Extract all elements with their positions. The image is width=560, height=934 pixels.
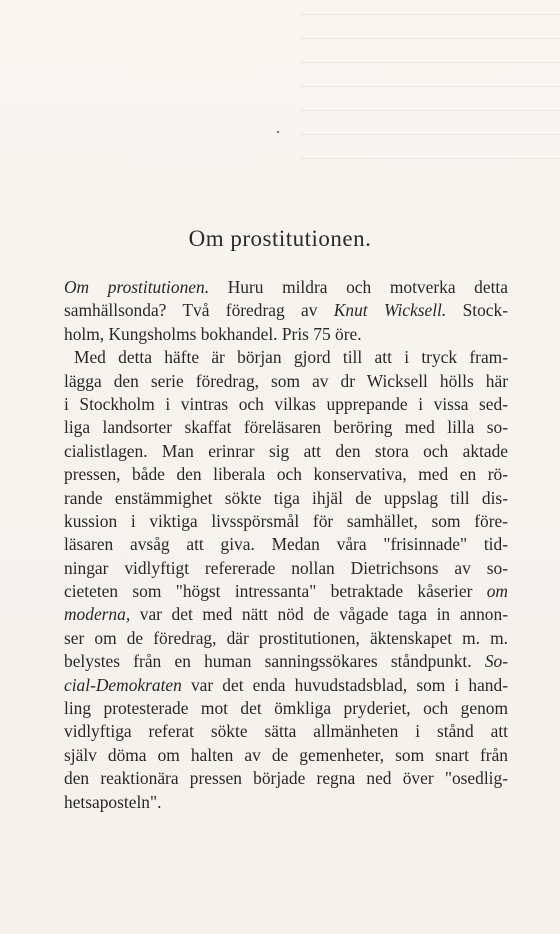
text-line — [64, 697, 508, 720]
line-text: pressen, både den liberala och konservativa, med en rö- — [64, 464, 508, 485]
line-text: samhällsonda? Två föredrag av — [64, 300, 334, 321]
text-line — [64, 627, 508, 650]
line-text: vidlyftiga referat sökte sätta allmänheten i stånd att — [64, 721, 508, 742]
line-text: var det enda huvudstadsblad, som i hand- — [181, 674, 508, 695]
ink-speck — [277, 131, 279, 133]
text-line — [64, 487, 508, 510]
text-line — [64, 557, 508, 580]
line-text: belystes från en human sanningssökares ståndpunkt. — [64, 651, 485, 672]
line-text: Stock- — [446, 300, 508, 321]
line-text: den reaktionära pressen började regna ned över "osedlig- — [64, 768, 508, 789]
text-line — [64, 603, 508, 626]
line-text: i Stockholm i vintras och vilkas upprepande i vissa sed- — [64, 393, 508, 414]
text-line — [64, 346, 508, 369]
text-line — [64, 580, 508, 603]
line-text: läsaren avsåg att giva. Medan våra "frisinnade" tid- — [64, 534, 508, 555]
line-text: lägga den serie föredrag, som av dr Wicksell hölls här — [64, 370, 508, 391]
line-text: cialistlagen. Man erinrar sig att den stora och aktade — [64, 440, 508, 461]
line-text: ningar vidlyftigt refererade nollan Dietrichsons av so- — [64, 557, 508, 578]
text-line — [64, 416, 508, 439]
italic-text: om — [486, 581, 508, 602]
line-text: Huru mildra och motverka detta — [209, 277, 508, 297]
text-line — [64, 370, 508, 393]
line-text: ser om de föredrag, där prostitutionen, äktenskapet m. m. — [64, 627, 508, 648]
text-line — [64, 791, 508, 814]
line-text: hetsaposteln". — [64, 791, 162, 812]
text-line — [64, 744, 508, 767]
italic-text: Om prostitutionen. — [64, 277, 210, 297]
body-text — [64, 276, 508, 814]
italic-text: So- — [484, 651, 508, 672]
text-line — [64, 393, 508, 416]
italic-text: Knut Wicksell. — [333, 300, 447, 321]
line-text: rande enstämmighet sökte tiga ihjäl de uppslag till dis- — [64, 487, 508, 508]
text-line — [64, 440, 508, 463]
text-line — [64, 767, 508, 790]
text-line — [64, 299, 508, 322]
line-text: var det med nätt nöd de vågade taga in annon- — [130, 604, 508, 625]
text-line — [64, 650, 508, 673]
text-line — [64, 533, 508, 556]
line-text: Med detta häfte är början gjord till att i tryck fram- — [74, 347, 508, 368]
text-line — [64, 323, 508, 346]
page-title: Om prostitutionen. — [188, 226, 372, 251]
line-text: liga landsorter skaffat föreläsaren beröring med lilla so- — [64, 417, 508, 438]
line-text: ling protesterade mot det ömkliga pryderiet, och genom — [64, 698, 508, 719]
text-line — [64, 674, 508, 697]
bleed-through-texture — [300, 0, 560, 170]
italic-text: moderna, — [64, 604, 131, 625]
text-line — [64, 276, 508, 299]
line-text: själv döma om halten av de gemenheter, som snart från — [64, 744, 508, 765]
text-line — [64, 720, 508, 743]
text-line — [64, 510, 508, 533]
line-text: cieteten som "högst intressanta" betraktade kåserier — [64, 581, 487, 602]
italic-text: cial-Demokraten — [64, 674, 182, 695]
line-text: kussion i viktiga livsspörsmål för samhället, som före- — [64, 510, 508, 531]
text-line — [64, 463, 508, 486]
line-text: holm, Kungsholms bokhandel. Pris 75 öre. — [64, 323, 362, 344]
